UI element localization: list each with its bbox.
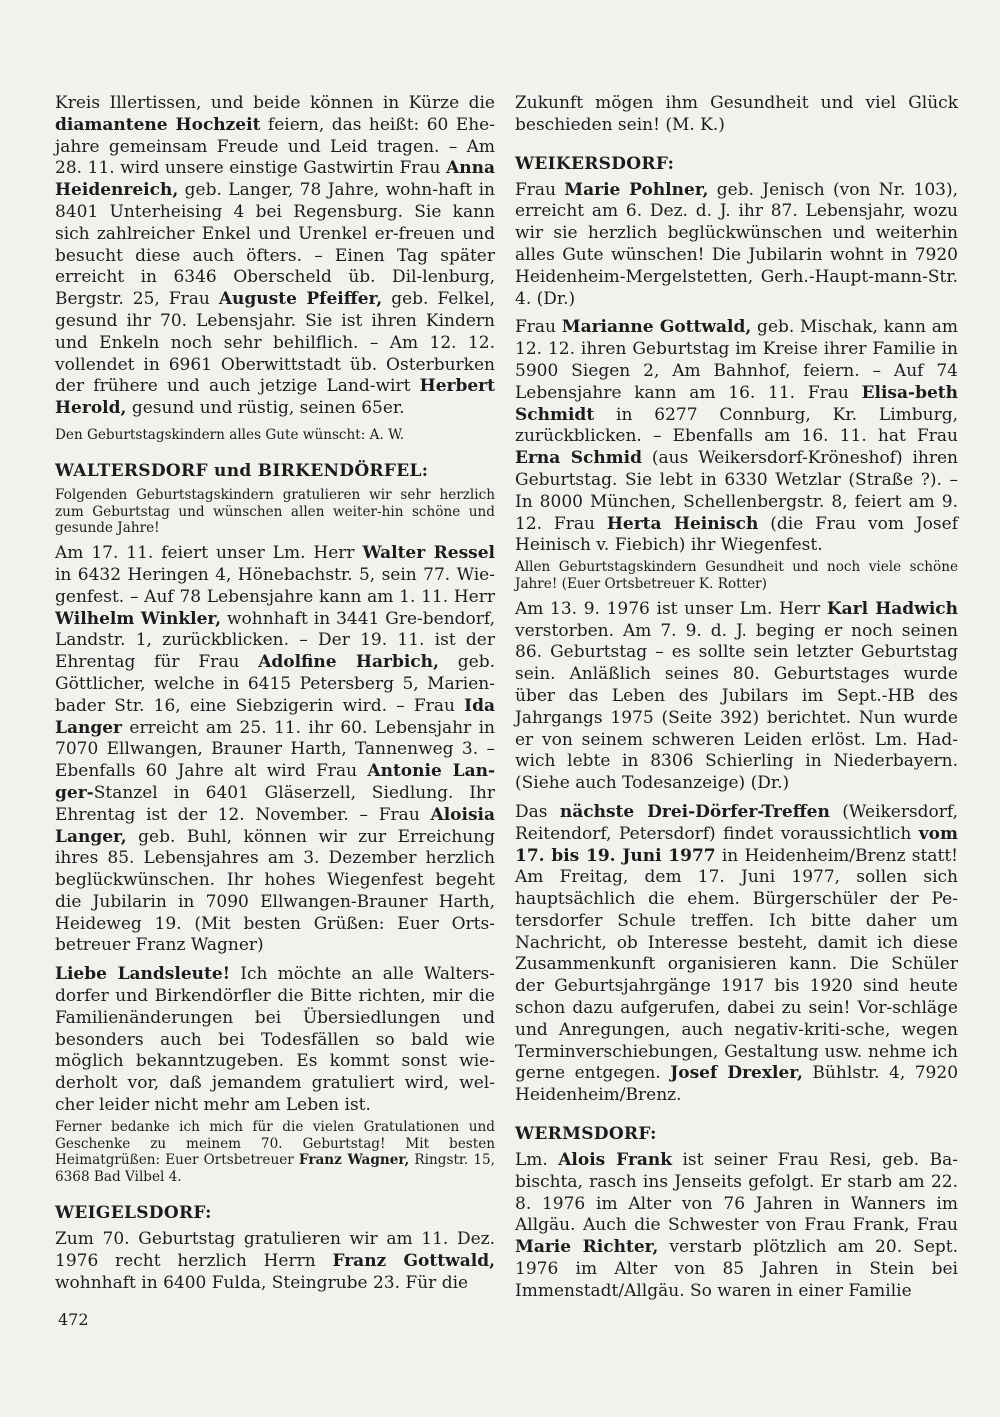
paragraph-waltersdorf-birthdays: Am 17. 11. feiert unser Lm. Herr Walter Ressel in 6432 Heringen 4, Hönebachstr. 5, sein 77. Wie-genfest. – Auf 78 Lebensjahre kann am 1. 11. Herr Wilhelm Winkler, wohnhaft in 3441 Gre-bendorf, Landstr. 1, zurückblicken. – Der 19. 11. ist der Ehrentag für Frau Adolfine Harbich, geb. Göttlicher, welche in 6415 Petersberg 5, Marien-bader Str. 16, eine Siebzigerin wird. – Frau Ida Langer erreicht am 25. 11. ihr 60. Lebensjahr in 7070 Ellwangen, Brauner Harth, Tannenweg 3. – Ebenfalls 60 Jahre alt wird Frau Antonie Lan-ger-Stanzel in 6401 Gläserzell, Siedlung. Ihr Ehrentag ist der 12. November. – Frau Aloisia Langer, geb. Buhl, können wir zur Erreichung ihres 85. Lebensjahres am 3. Dezember herzlich beglückwünschen. Ihr hohes Wiegenfest begeht die Jubilarin in 7090 Ellwangen-Brauner Harth, Heideweg 19. (Mit besten Grüßen: Euer Orts-betreuer Franz Wagner): [55, 543, 496, 956]
paragraph-drei-doerfer-treffen: Das nächste Drei-Dörfer-Treffen (Weikersdorf, Reitendorf, Petersdorf) findet voraussichtlich vom 17. bis 19. Juni 1977 in Heidenheim/Brenz statt! Am Freitag, dem 17. Juni 1977, sollen sich hauptsächlich die ehem. Bürgerschüler der Pe-tersdorfer Schule treffen. Ich bitte daher um Nachricht, ob Interesse besteht, damit ich diese Zusammenkunft organisieren kann. Die Schüler der Geburtsjahrgänge 1917 bis 1920 sind heute schon dazu aufgerufen, dabei zu sein! Vor-schläge und Anregungen, auch negativ-kriti-sche, wegen Terminverschiebungen, Gestaltung usw. nehme ich gerne entgegen. Josef Drexler, Bühlstr. 4, 7920 Heidenheim/Brenz.: [515, 801, 959, 1106]
paragraph-frank: Lm. Alois Frank ist seiner Frau Resi, geb. Ba-bischta, rasch ins Jenseits gefolgt. Er starb am 22. 8. 1976 im Alter von 76 Jahren in Wanners im Allgäu. Auch die Schwester von Frau Frank, Frau Marie Richter, verstarb plötzlich am 20. Sept. 1976 im Alter von 85 Jahren in Stein bei Immenstadt/Allgäu. So waren in einer Familie: [515, 1150, 959, 1301]
paragraph-illertissen: Kreis Illertissen, und beide können in Kürze die diamantene Hochzeit feiern, das heißt: 60 Ehe-jahre gemeinsam Freude und Leid tragen. – Am 28. 11. wird unsere einstige Gastwirtin Frau Anna Heidenreich, geb. Langer, 78 Jahre, wohn-haft in 8401 Unterheising 4 bei Regensburg. Sie kann sich zahlreicher Enkel und Urenkel er-freuen und besucht diese auch öfters. – Einen Tag später erreicht in 6346 Oberscheld üb. Dil-lenburg, Bergstr. 25, Frau Auguste Pfeiffer, geb. Felkel, gesund ihr 70. Lebensjahr. Sie ist ihren Kindern und Enkeln noch sehr behilflich. – Am 12. 12. vollendet in 6961 Oberwittstadt üb. Osterburken der frühere und auch jetzige Land-wirt Herbert Herold, gesund und rüstig, seinen 65er.: [55, 93, 495, 419]
note-rotter: Allen Geburtstagskindern Gesundheit und noch viele schöne Jahre! (Euer Ortsbetreuer K. Rotter): [515, 559, 958, 592]
heading-waltersdorf: WALTERSDORF und BIRKENDÖRFEL:: [55, 460, 429, 481]
left-column: [55, 93, 495, 1301]
paragraph-pohlner: Frau Marie Pohlner, geb. Jenisch (von Nr. 103), erreicht am 6. Dez. d. J. ihr 87. Lebensjahr, wozu wir sie herzlich beglückwünschen und weiterhin alles Gute wünschen! Die Jubilarin wohnt in 7920 Heidenheim-Mergelstetten, Gerh.-Haupt-mann-Str. 4. (Dr.): [515, 179, 958, 309]
paragraph-weigelsdorf: Zum 70. Geburtstag gratulieren wir am 11. Dez. 1976 recht herzlich Herrn Franz Gottwald, wohnhaft in 6400 Fulda, Steingrube 23. Für die: [55, 1229, 495, 1293]
note-thanks: Ferner bedanke ich mich für die vielen Gratulationen und Geschenke zu meinem 70. Geburtstag! Mit besten Heimatgrüßen: Euer Ortsbetreuer Franz Wagner, Ringstr. 15, 6368 Bad Vilbel 4.: [55, 1118, 495, 1186]
heading-wermsdorf: WERMSDORF:: [515, 1124, 657, 1145]
heading-weikersdorf: WEIKERSDORF:: [515, 153, 675, 174]
paragraph-gottwald: Frau Marianne Gottwald, geb. Mischak, kann am 12. 12. ihren Geburtstag im Kreise ihrer Familie in 5900 Siegen 2, Am Bahnhof, feiern. – Auf 74 Lebensjahre kann am 16. 11. Frau Elisa-beth Schmidt in 6277 Connburg, Kr. Limburg, zurückblicken. – Ebenfalls am 16. 11. hat Frau Erna Schmid (aus Weikersdorf-Kröneshof) ihren Geburtstag. Sie lebt in 6330 Wetzlar (Straße ?). – In 8000 München, Schellenbergstr. 8, feiert am 9. 12. Frau Herta Heinisch (die Frau vom Josef Heinisch v. Fiebich) ihr Wiegenfest.: [515, 317, 959, 556]
paragraph-liebe-landsleute: Liebe Landsleute! Ich möchte an alle Walters-dorfer und Birkendörfler die Bitte richten, mir die Familienänderungen bei Übersiedlungen und besonders auch bei Todesfällen so bald wie möglich bekanntzugeben. Es kommt sonst wie-derholt vor, daß jemandem gratuliert wird, wel-cher leider nicht mehr am Leben ist.: [55, 964, 495, 1116]
page-number: 472: [58, 1310, 89, 1329]
paragraph-continuation: Zukunft mögen ihm Gesundheit und viel Glück beschieden sein! (M. K.): [515, 93, 958, 135]
paragraph-hadwich: Am 13. 9. 1976 ist unser Lm. Herr Karl Hadwich verstorben. Am 7. 9. d. J. beging er noch seinen 86. Geburtstag – es sollte sein letzter Geburtstag sein. Anläßlich seines 80. Geburtstages wurde über das Leben des Jubilars im Sept.-HB des Jahrgangs 1975 (Seite 392) berichtet. Nun wurde er von seinem schweren Leiden erlöst. Lm. Had-wich lebte in 8306 Schierling in Niederbayern. (Siehe auch Todesanzeige) (Dr.): [515, 598, 958, 794]
right-column: [515, 93, 958, 1310]
heading-weigelsdorf: WEIGELSDORF:: [55, 1203, 212, 1224]
note-birthday-wishes: Den Geburtstagskindern alles Gute wünscht: A. W.: [55, 426, 405, 443]
intro-waltersdorf: Folgenden Geburtstagskindern gratulieren wir sehr herzlich zum Geburtstag und wünschen allen weiter-hin schöne und gesunde Jahre!: [55, 486, 495, 537]
